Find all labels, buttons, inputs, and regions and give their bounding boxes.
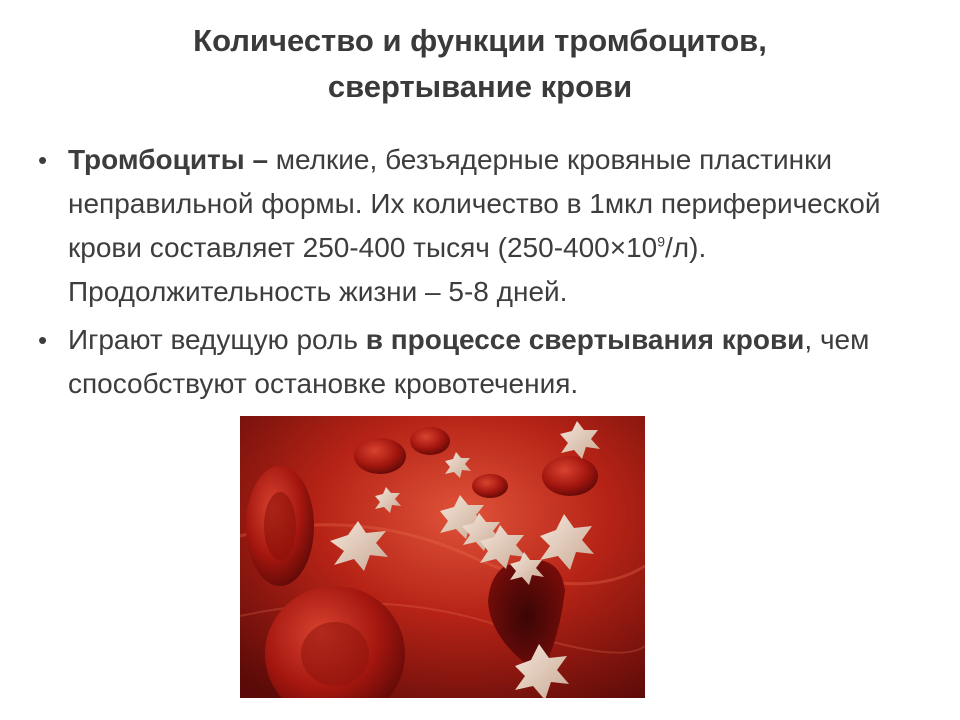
red-blood-cell [410,427,450,455]
slide-title-line-2: свертывание крови [327,69,633,104]
platelets-illustration [240,416,645,698]
bullet-text: Играют ведущую роль [68,324,366,355]
red-blood-cell [472,474,508,498]
bullet-marker: • [38,325,48,355]
red-blood-cell [542,456,598,496]
bullet-superscript: 9 [657,233,666,250]
bullet-marker: • [38,145,48,175]
red-blood-cell [354,438,406,474]
bullet-text-continued: /л). Продолжительность жизни – 5-8 дней. [68,232,707,307]
slide-title [0,18,960,110]
slide-body [38,138,938,410]
bullet-item-platelets-definition [38,138,938,314]
bloodstream-image [240,416,645,698]
slide-title-line-1: Количество и функции тромбоцитов, [193,23,767,58]
bullet-text-continued: , чем способствуют остановке кровотечения. [68,324,870,399]
bullet-bold-emphasis: в процессе свертывания крови [365,324,805,355]
bullet-bold-lead: Тромбоциты – [68,144,269,175]
bullet-text: мелкие, безъядерные кровяные пластинки неправильной формы. Их количество в 1мкл периферической крови составляет 250-400 тысяч (250-400×10 [68,144,881,263]
bullet-item-platelets-role [38,318,938,406]
